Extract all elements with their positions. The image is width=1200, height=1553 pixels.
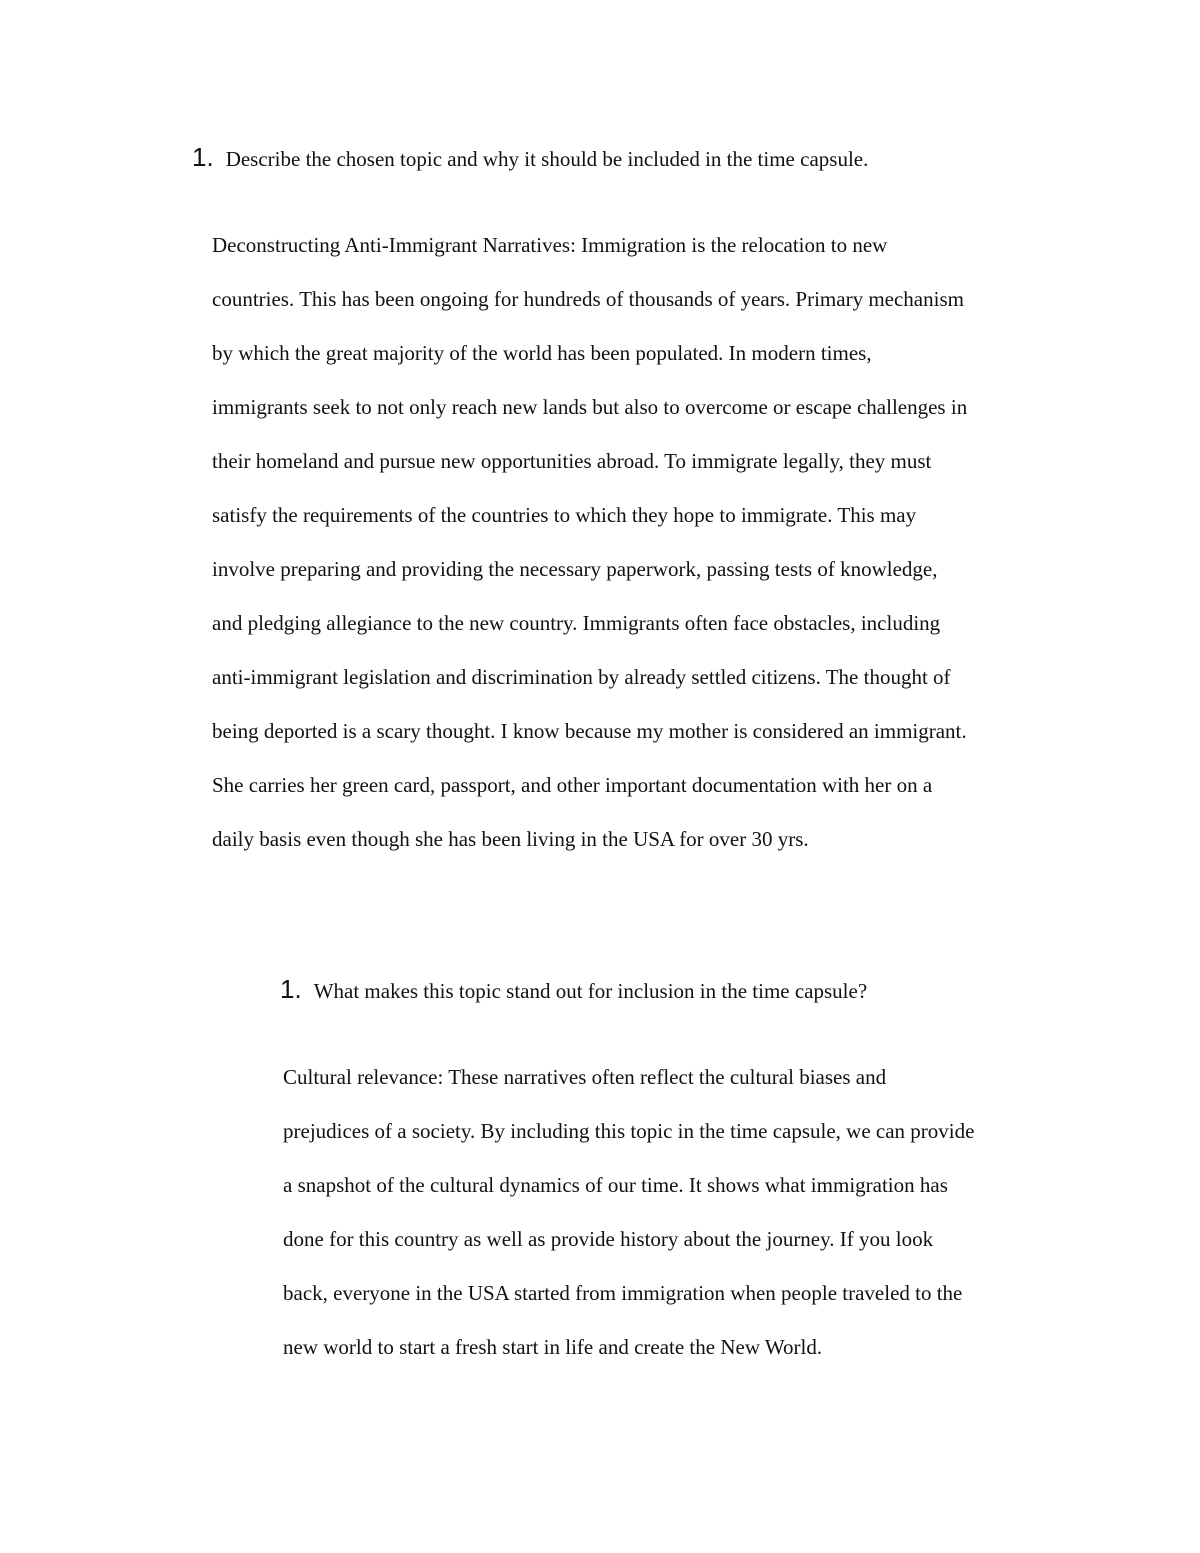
answer-2-line: new world to start a fresh start in life and create the New World.	[283, 1335, 823, 1359]
question-2-number: 1.	[280, 974, 302, 1004]
answer-1	[212, 218, 967, 866]
answer-1-line: immigrants seek to not only reach new lands but also to overcome or escape challenges in	[212, 395, 968, 419]
answer-2-line: Cultural relevance: These narratives often reflect the cultural biases and	[283, 1065, 887, 1089]
answer-2-line: prejudices of a society. By including this topic in the time capsule, we can provide	[283, 1119, 975, 1143]
answer-1-line: and pledging allegiance to the new country. Immigrants often face obstacles, including	[212, 611, 941, 635]
answer-1-line: satisfy the requirements of the countries to which they hope to immigrate. This may	[212, 503, 917, 527]
question-2	[280, 974, 867, 1005]
answer-1-line: involve preparing and providing the necessary paperwork, passing tests of knowledge,	[212, 557, 938, 581]
question-1-number: 1.	[192, 142, 214, 172]
answer-1-line: their homeland and pursue new opportunities abroad. To immigrate legally, they must	[212, 449, 932, 473]
question-1-text: Describe the chosen topic and why it should be included in the time capsule.	[225, 147, 869, 171]
answer-2	[283, 1050, 974, 1374]
answer-1-line: by which the great majority of the world has been populated. In modern times,	[212, 341, 872, 365]
answer-1-line: Deconstructing Anti-Immigrant Narratives: Immigration is the relocation to new	[212, 233, 888, 257]
answer-1-line: being deported is a scary thought. I know because my mother is considered an immigrant.	[212, 719, 967, 743]
question-2-text: What makes this topic stand out for inclusion in the time capsule?	[313, 979, 868, 1003]
answer-2-line: back, everyone in the USA started from immigration when people traveled to the	[283, 1281, 963, 1305]
answer-2-line: done for this country as well as provide history about the journey. If you look	[283, 1227, 934, 1251]
answer-2-line: a snapshot of the cultural dynamics of our time. It shows what immigration has	[283, 1173, 948, 1197]
answer-1-line: anti-immigrant legislation and discrimination by already settled citizens. The thought of	[212, 665, 951, 689]
answer-1-line: countries. This has been ongoing for hundreds of thousands of years. Primary mechanism	[212, 287, 964, 311]
answer-1-line: daily basis even though she has been living in the USA for over 30 yrs.	[212, 827, 809, 851]
question-1	[192, 142, 868, 173]
answer-1-line: She carries her green card, passport, and other important documentation with her on a	[212, 773, 933, 797]
